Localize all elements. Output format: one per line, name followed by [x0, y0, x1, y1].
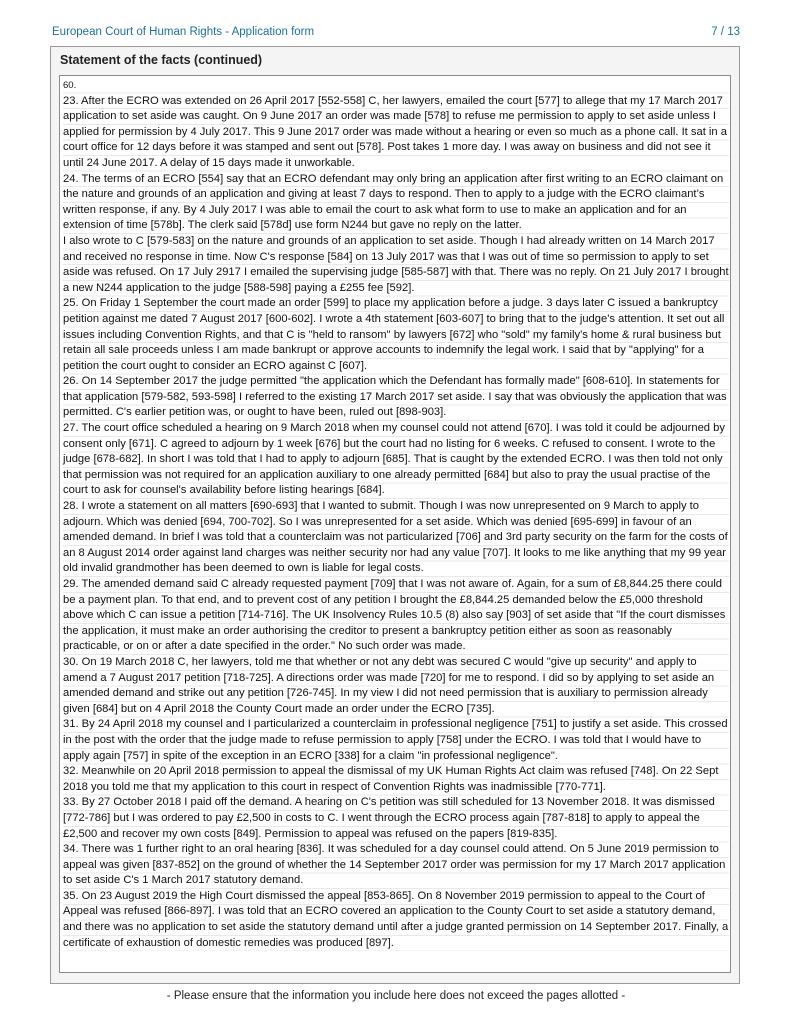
statement-paragraph: 31. By 24 April 2018 my counsel and I particularized a counterclaim in professional negligence [751] to justify a set aside. This crossed in the post with the order that the judge made to refuse permission to apply [758] under the ECRO. I was told that I would have to apply again [757] in spite of the exception in an ECRO [338] for a claim "in professional negligence". — [63, 718, 728, 762]
page-footer-note: - Please ensure that the information you include here does not exceed the pages allotted - — [166, 990, 626, 1002]
statement-paragraph: 33. By 27 October 2018 I paid off the demand. A hearing on C's petition was still scheduled for 13 November 2018. It was dismissed [772-786] but I was ordered to pay £2,500 in costs to C. I went through the ECRO process again [787-818] to apply to appeal the £2,500 and recover my own costs [849]. Permission to appeal was refused on the papers [819-835]. — [63, 796, 715, 840]
statement-paragraph: 32. Meanwhile on 20 April 2018 permission to appeal the dismissal of my UK Human Rights Act claim was refused [748]. On 22 Sept 2018 you told me that my application to this court in respect of Convention Rights was inadmissible [770-771]. — [63, 765, 719, 793]
statement-text-content — [63, 78, 729, 951]
statement-paragraph: 30. On 19 March 2018 C, her lawyers, told me that whether or not any debt was secured C would "give up security" and apply to amend a 7 August 2017 petition [718-725]. A directions order was made [720] for me to respond. I did so by applying to set aside an amended demand and strike out any petition [726-745]. In my view I did not need permission that is auxiliary to permission already given [684] but on 4 April 2018 the County Court made an order under the ECRO [735]. — [63, 655, 715, 715]
form-title: European Court of Human Rights - Application form — [52, 26, 315, 38]
page-header — [52, 26, 740, 42]
statement-text-field[interactable] — [59, 75, 731, 973]
statement-of-facts-panel — [50, 46, 740, 984]
statement-paragraph: 26. On 14 September 2017 the judge permitted "the application which the Defendant has formally made" [608-610]. In statements for that application [579-582, 593-598] I referred to the existing 17 March 2017 set aside. I say that was obviously the application that was permitted. C's earlier petition was, or ought to have been, ruled out [898-903]. — [63, 375, 727, 419]
page-number: 7 / 13 — [711, 26, 740, 38]
statement-paragraph: 29. The amended demand said C already requested payment [709] that I was not aware of. Again, for a sum of £8,844.25 there could be a payment plan. To that end, and to prevent cost of any petition I brought the £8,844.25 demanded below the £5,000 threshold above which C can issue a petition [714-716]. The UK Insolvency Rules 10.5 (8) also say [903] of set aside that "If the court dismisses the application, it must make an order authorising the creditor to present a bankruptcy petition either as soon as reasonably practicable, or on or after a date specified in the order." No such order was made. — [63, 578, 726, 653]
statement-paragraph: 34. There was 1 further right to an oral hearing [836]. It was scheduled for a day counsel could attend. On 5 June 2019 permission to appeal was given [837-852] on the ground of whether the 14 September 2017 order was permission for my 17 March 2017 application to set aside C's 1 March 2017 statutory demand. — [63, 843, 726, 887]
statement-paragraph: 35. On 23 August 2019 the High Court dismissed the appeal [853-865]. On 8 November 2019 permission to appeal to the Court of Appeal was refused [866-897]. I was told that an ECRO covered an application to the County Court to set aside a statutory demand, and there was no application to set aside the statutory demand until after a judge granted permission on 14 September 2017. Finally, a certificate of exhaustion of domestic remedies was produced [897]. — [63, 889, 729, 949]
statement-paragraph: I also wrote to C [579-583] on the nature and grounds of an application to set aside. Though I had already written on 14 March 2017 and received no response in time. Now C's response [584] on 13 July 2017 was that I was out of time so permission to apply to set aside was refused. On 17 July 2917 I emailed the supervising judge [585-587] with that. There was no reply. On 21 July 2017 I brought a new N244 application to the judge [588-598] paying a £255 fee [592]. — [63, 234, 729, 294]
section-title: Statement of the facts (continued) — [60, 53, 263, 67]
statement-paragraph: 25. On Friday 1 September the court made an order [599] to place my application before a judge. 3 days later C issued a bankruptcy petition against me dated 7 August 2017 [600-602]. I wrote a 4th statement [603-607] to bring that to the judge's attention. It set out all issues including Convention Rights, and that C is "held to ransom" by lawyers [672] who "sold" my family's home & rural business but retain all sale proceeds unless I am made bankrupt or approve accounts to indemnify the legal work. I said that by "applying" for a petition the court ought to consider an ECRO against C [607]. — [63, 297, 725, 372]
statement-paragraph: 23. After the ECRO was extended on 26 April 2017 [552-558] C, her lawyers, emailed the court [577] to allege that my 17 March 2017 application to set aside was caught. On 9 June 2017 an order was made [578] to refuse me permission to apply to set aside unless I applied for permission by 4 July 2017. This 9 June 2017 order was made without a hearing or even so much as a phone call. It sat in a court office for 12 days before it was stamped and sent out [578]. Post takes 1 more day. I was away on business and did not see it until 24 June 2017. A delay of 15 days made it unworkable. — [63, 94, 727, 169]
field-number: 60. — [63, 80, 77, 91]
statement-paragraph: 27. The court office scheduled a hearing on 9 March 2018 when my counsel could not attend [670]. I was told it could be adjourned by consent only [671]. C agreed to adjourn by 1 week [676] but the court had no listing for 6 weeks. C refused to consent. I wrote to the judge [678-682]. In short I was told that I had to apply to adjourn [685]. That is caught by the extended ECRO. I was then told not only that permission was not required for an application auxiliary to one already permitted [684] but also to pray the usual practise of the court to ask for counsel's availability before listing hearings [684]. — [63, 422, 725, 497]
statement-paragraph: 24. The terms of an ECRO [554] say that an ECRO defendant may only bring an application after first writing to an ECRO claimant on the nature and grounds of an application and giving at least 7 days to respond. Then to apply to a judge with the ECRO claimant’s written response, if any. By 4 July 2017 I was able to email the court to ask what form to use to make an application and for an extension of time [578b]. The clerk said [578d] use form N244 but gave no reply on the latter. — [63, 172, 724, 232]
statement-paragraph: 28. I wrote a statement on all matters [690-693] that I wanted to submit. Though I was now unrepresented on 9 March to apply to adjourn. Which was denied [694, 700-702]. So I was unrepresented for a set aside. Which was denied [695-699] in favour of an amended demand. In brief I was told that a counterclaim was not particularized [706] and 3rd party security on the farm for the costs of an 8 August 2014 order against land charges was neither security nor had any value [707]. It looks to me like anything that my 99 year old invalid grandmother has been deemed to own is liable for legal costs. — [63, 500, 728, 575]
